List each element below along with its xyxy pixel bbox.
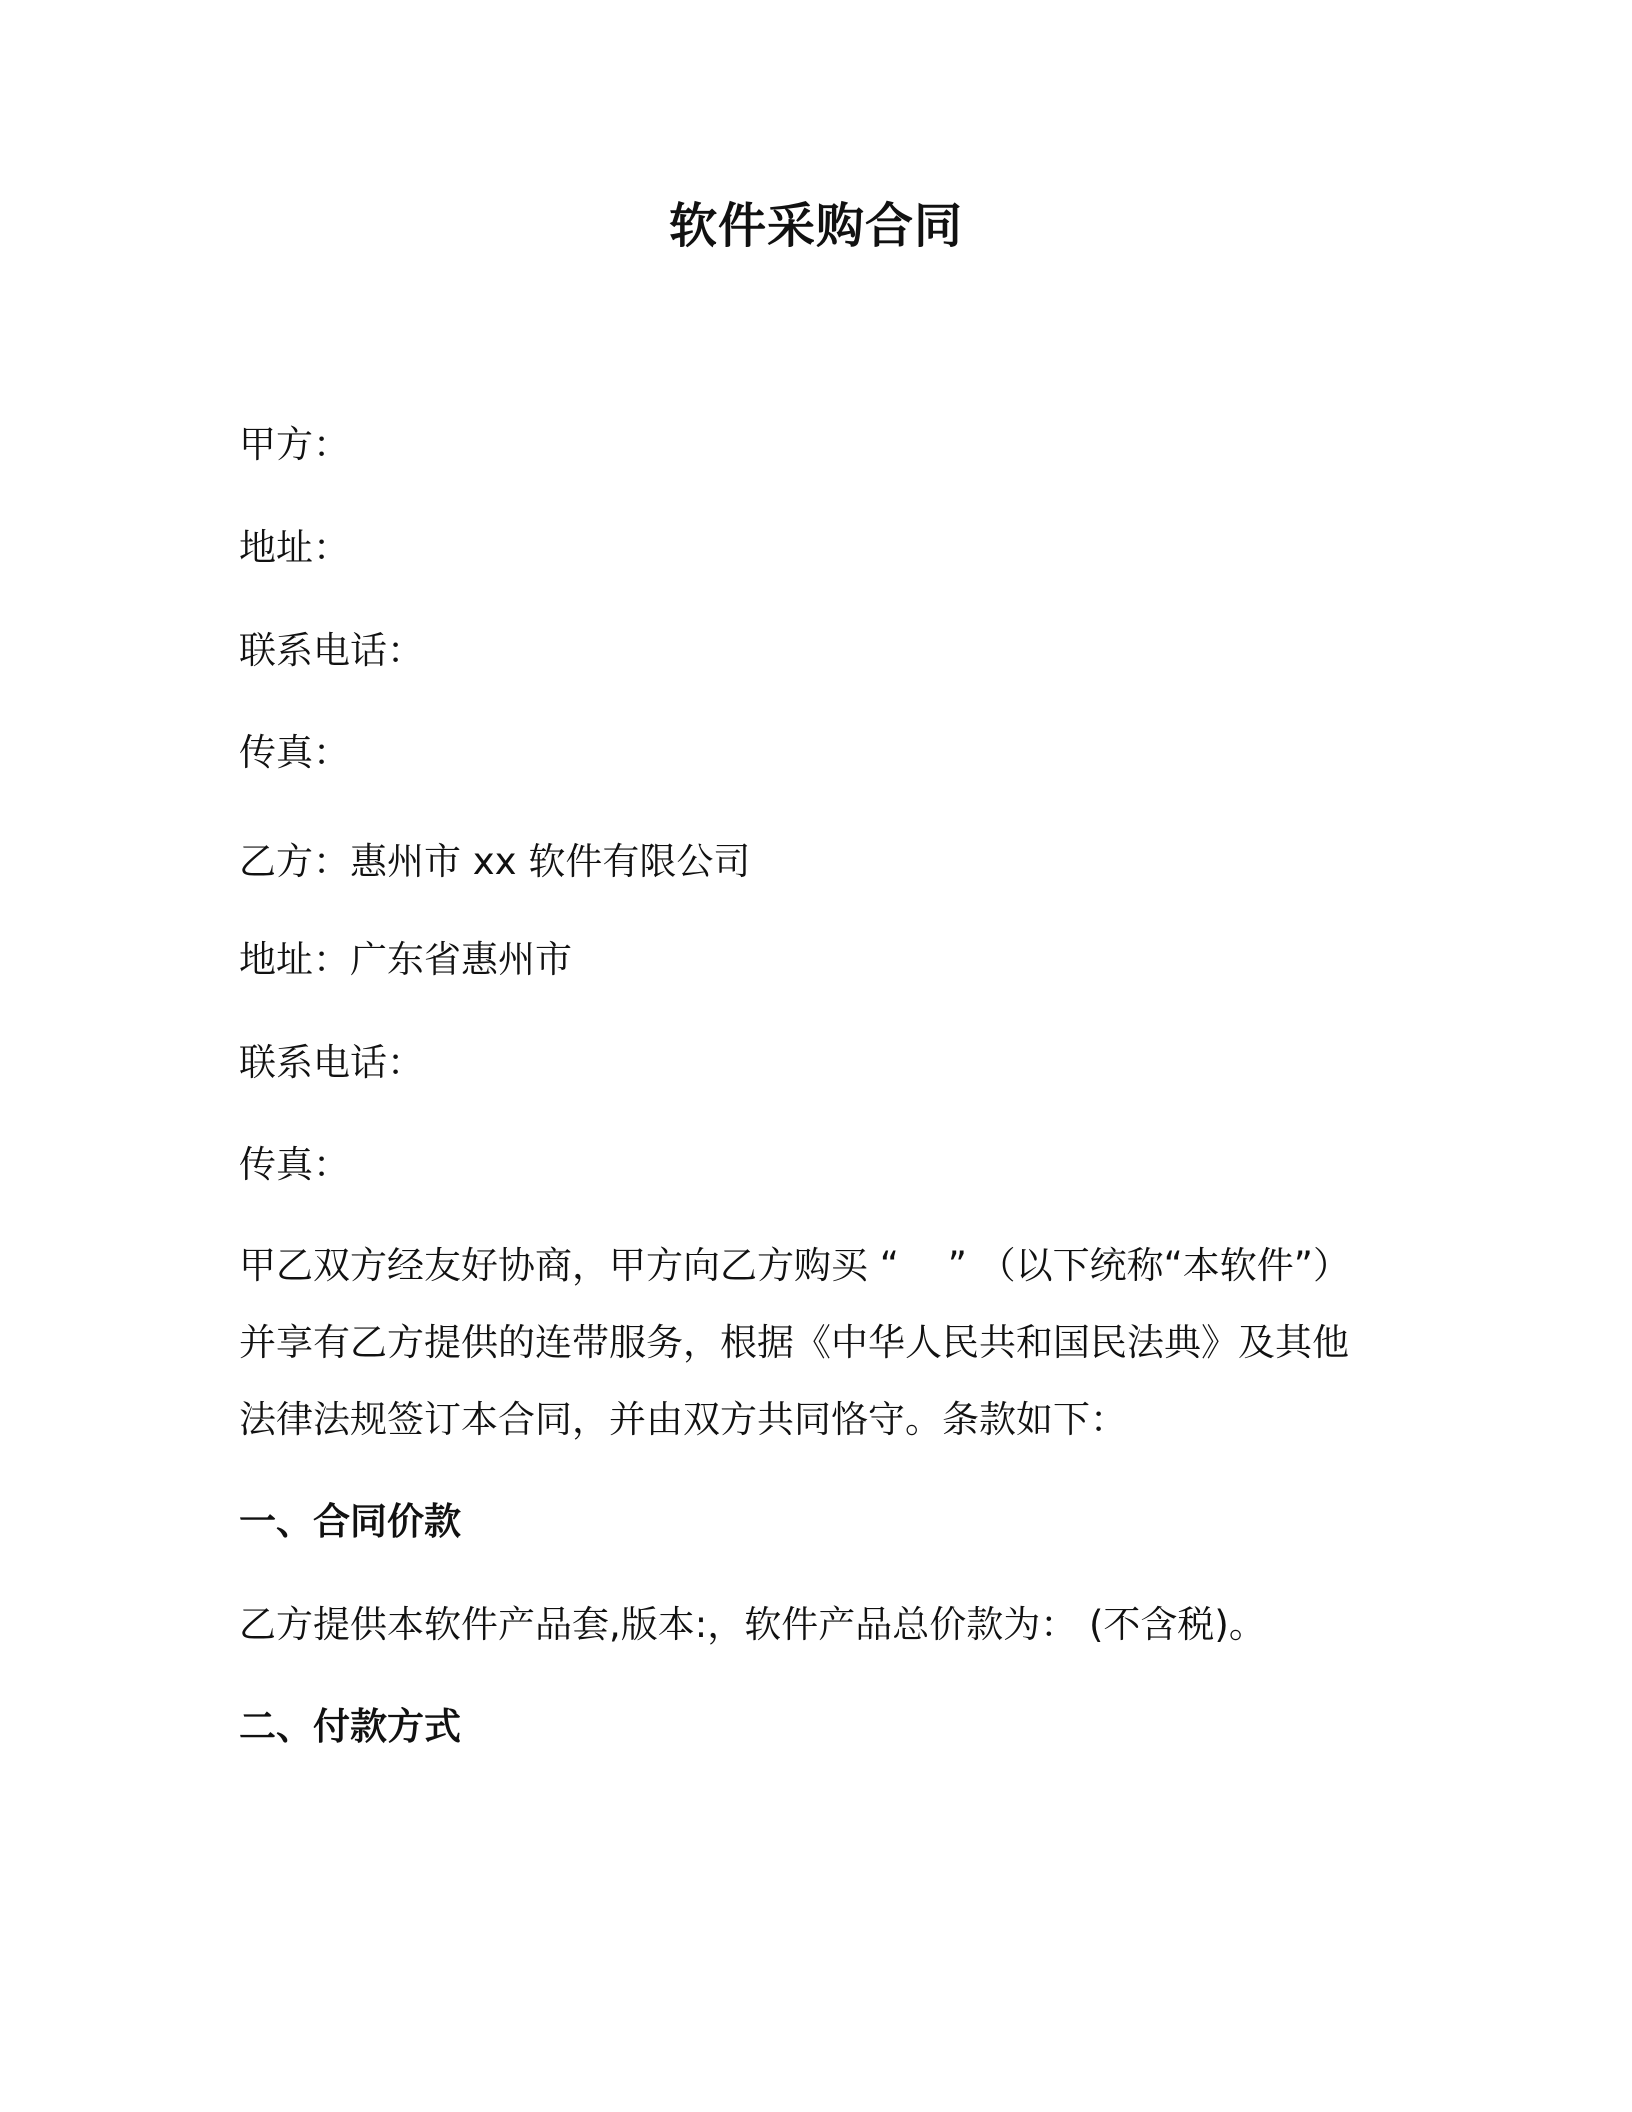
intro-line: 甲乙双方经友好协商，甲方向乙方购买 “ ” （以下统称“本软件”）	[239, 1244, 1350, 1287]
section-1-heading: 一、合同价款	[239, 1500, 461, 1543]
party-b-fax-label: 传真：	[239, 1143, 350, 1186]
section-1-body: 乙方提供本软件产品套,版本:，软件产品总价款为： (不含税)。	[239, 1603, 1266, 1646]
party-a-address-label: 地址：	[239, 526, 350, 569]
section-2-heading: 二、付款方式	[239, 1705, 461, 1748]
party-b-phone-label: 联系电话：	[239, 1041, 424, 1084]
document-title: 软件采购合同	[668, 198, 963, 254]
intro-line: 法律法规签订本合同，并由双方共同恪守。条款如下：	[239, 1398, 1127, 1441]
party-b-name-line: 乙方：惠州市 xx 软件有限公司	[239, 840, 751, 883]
intro-paragraph	[239, 1227, 1399, 1458]
party-b-address-line: 地址：广东省惠州市	[239, 938, 572, 981]
party-a-name-label: 甲方：	[239, 423, 350, 466]
intro-line: 并享有乙方提供的连带服务，根据《中华人民共和国民法典》及其他	[239, 1321, 1349, 1364]
party-a-phone-label: 联系电话：	[239, 629, 424, 672]
party-a-fax-label: 传真：	[239, 731, 350, 774]
